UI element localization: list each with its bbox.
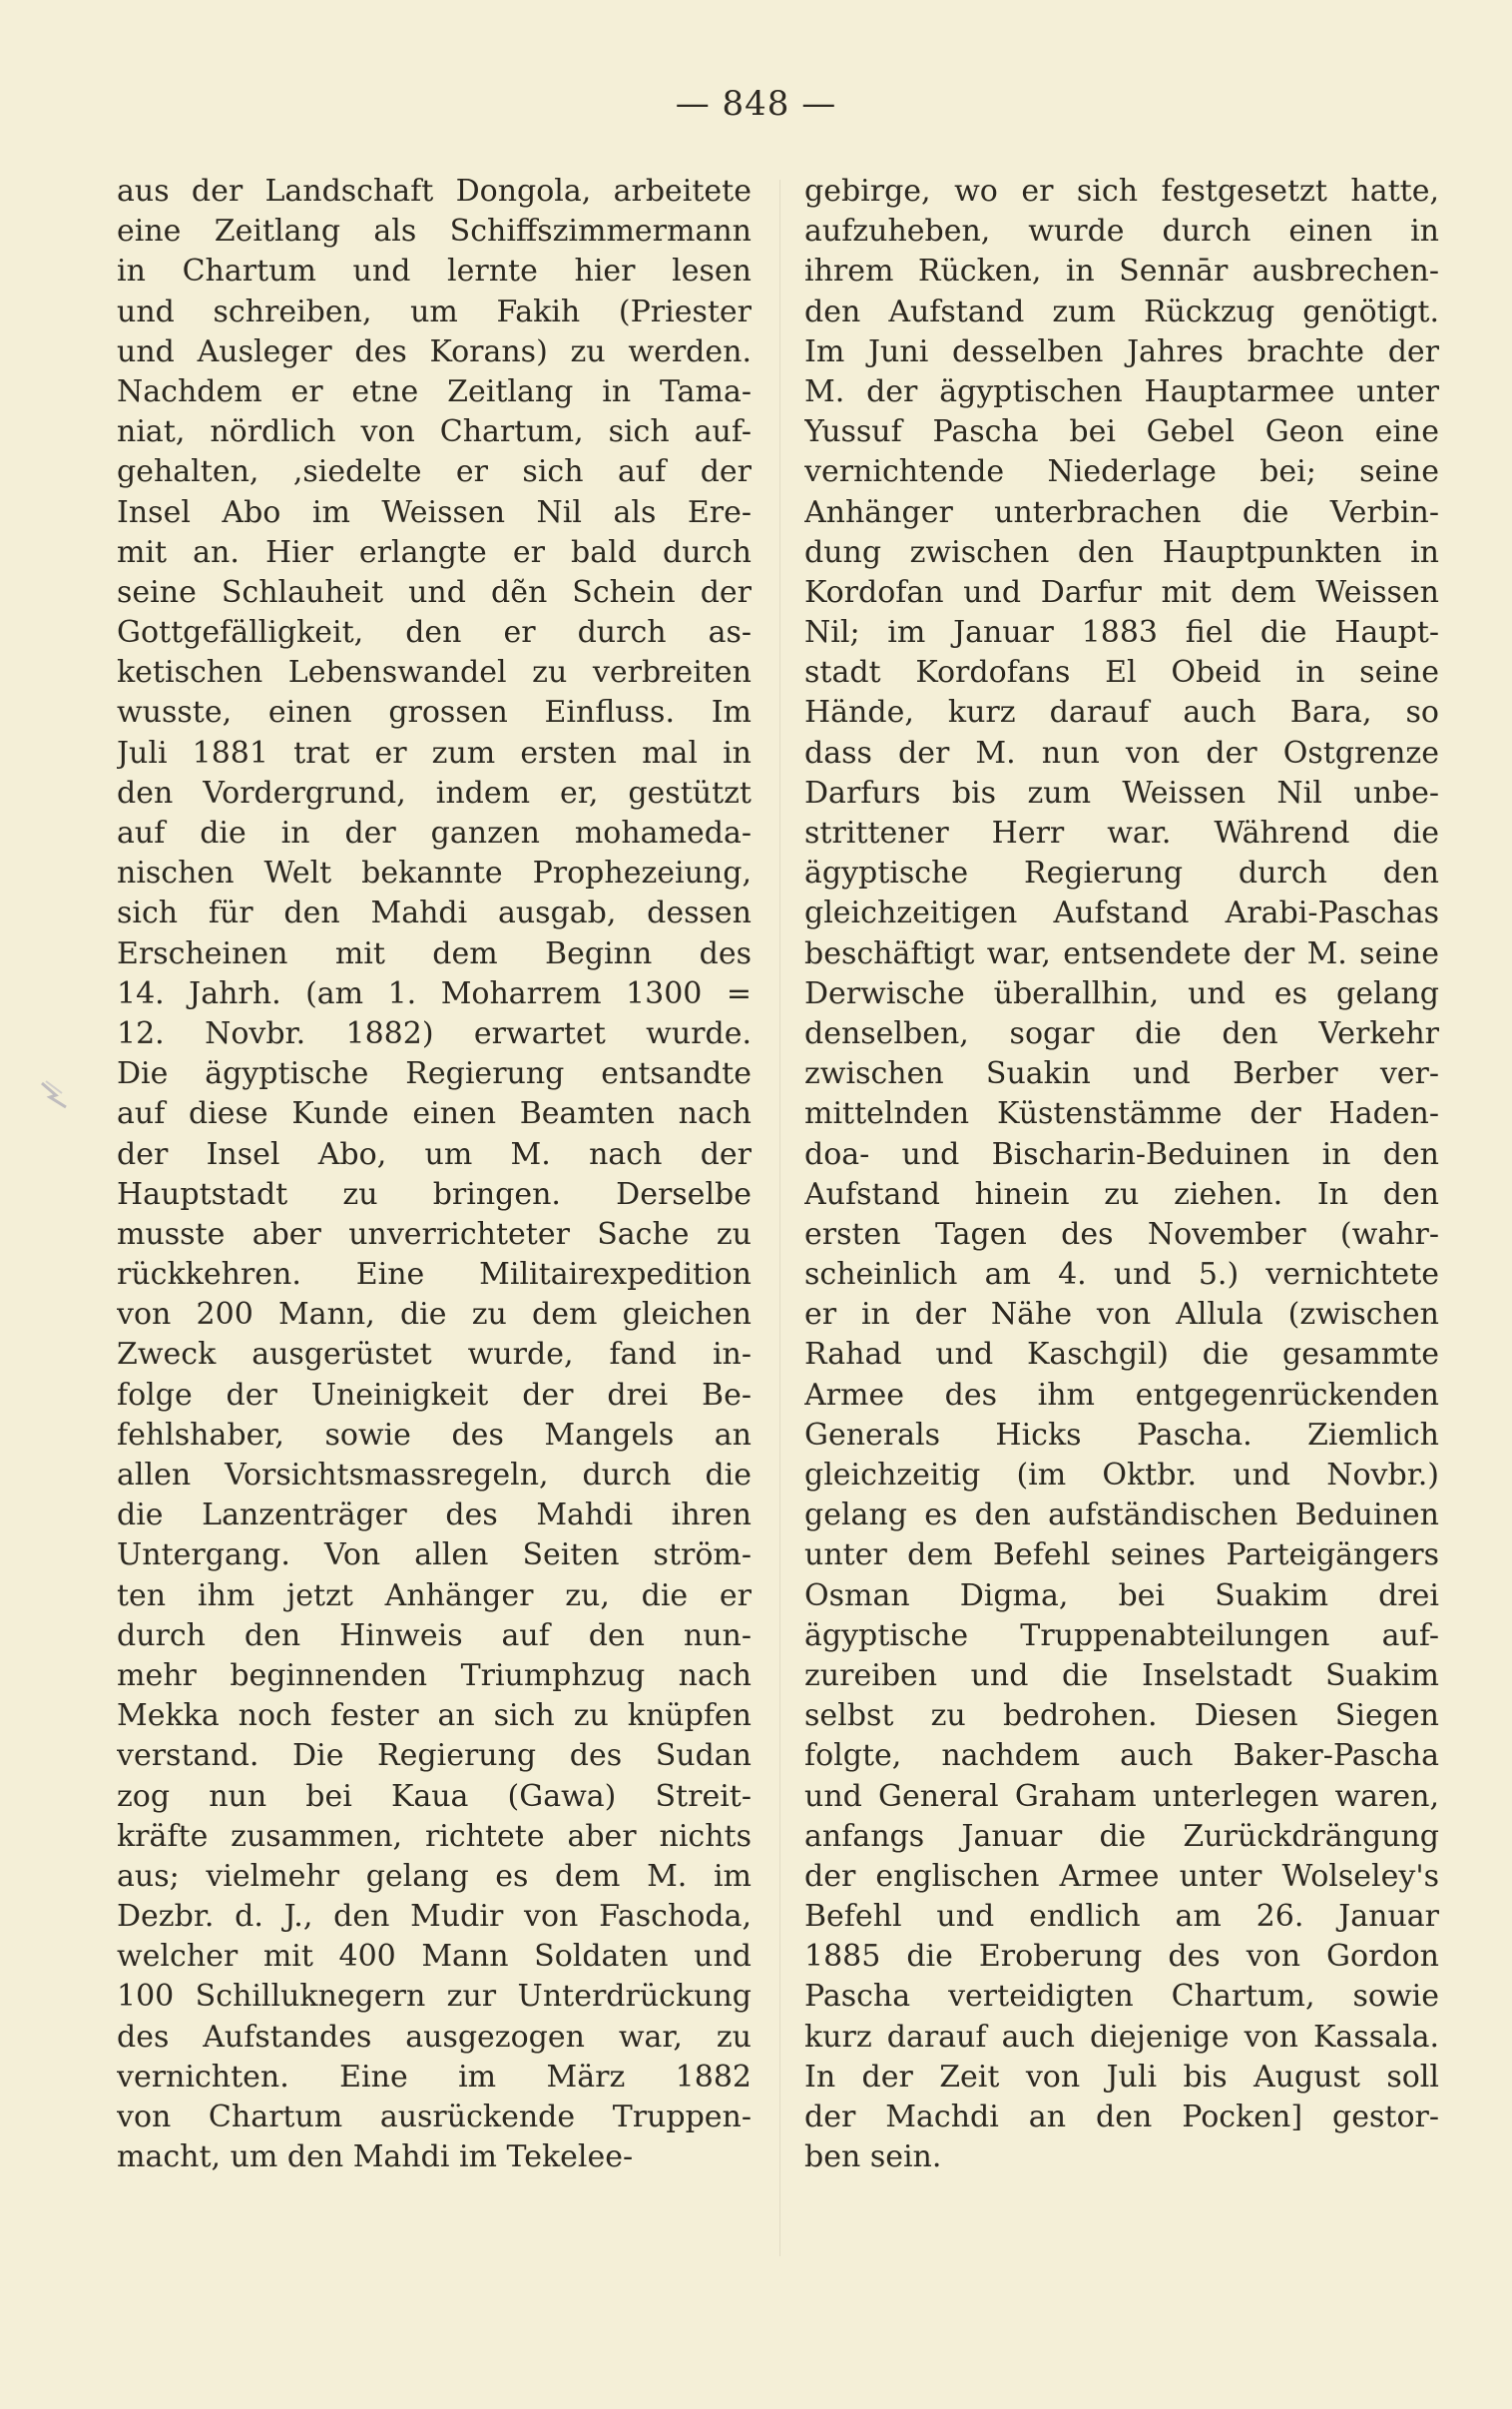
text-line: ägyptische Regierung durch den [804,856,1439,892]
text-line: auf diese Kunde einen Beamten nach [117,1096,752,1132]
text-line: 12. Novbr. 1882) erwartet wurde. [117,1015,752,1051]
text-line: niat, nördlich von Chartum, sich auf- [117,414,752,450]
text-line: den Aufstand zum Rückzug genötigt. [804,294,1439,329]
left-text-column [117,172,752,2177]
text-line: Insel Abo im Weissen Nil als Ere- [117,494,752,530]
text-line: in Chartum und lernte hier lesen [117,254,752,290]
text-line: musste aber unverrichteter Sache zu [117,1216,752,1252]
text-line: seine Schlauheit und dẽn Schein der [117,574,752,610]
text-line: Befehl und endlich am 26. Januar [804,1899,1439,1935]
text-line: 1885 die Eroberung des von Gordon [804,1939,1439,1975]
text-line: und Ausleger des Korans) zu werden. [117,333,752,369]
text-line: unter dem Befehl seines Parteigängers [804,1537,1439,1573]
text-line: Juli 1881 trat er zum ersten mal in [117,735,752,771]
text-line: Untergang. Von allen Seiten ström- [117,1537,752,1573]
text-line: sich für den Mahdi ausgab, dessen [117,896,752,931]
text-line: M. der ägyptischen Hauptarmee unter [804,373,1439,409]
text-line: kurz darauf auch diejenige von Kassala. [804,2019,1439,2055]
text-line: und schreiben, um Fakih (Priester [117,294,752,329]
text-line: ihrem Rücken, in Sennār ausbrechen- [804,254,1439,290]
text-line: gelang es den aufständischen Beduinen [804,1498,1439,1533]
text-line: auf die in der ganzen mohameda- [117,816,752,851]
text-line: welcher mit 400 Mann Soldaten und [117,1939,752,1975]
text-line: mittelnden Küstenstämme der Haden- [804,1096,1439,1132]
text-line: Erscheinen mit dem Beginn des [117,935,752,971]
text-line: dass der M. nun von der Ostgrenze [804,735,1439,771]
text-line: wusste, einen grossen Einfluss. Im [117,695,752,731]
text-line: der englischen Armee unter Wolseley's [804,1858,1439,1894]
text-line: Osman Digma, bei Suakim drei [804,1577,1439,1613]
text-line: gleichzeitigen Aufstand Arabi-Paschas [804,896,1439,931]
text-line: gebirge, wo er sich festgesetzt hatte, [804,174,1439,209]
text-line: gehalten, ,siedelte er sich auf der [117,454,752,490]
text-line: Mekka noch fester an sich zu knüpfen [117,1698,752,1734]
text-line: rückkehren. Eine Militairexpedition [117,1257,752,1293]
text-line: ersten Tagen des November (wahr- [804,1216,1439,1252]
text-line: stadt Kordofans El Obeid in seine [804,655,1439,691]
text-line: 14. Jahrh. (am 1. Moharrem 1300 = [117,975,752,1011]
text-line: aus; vielmehr gelang es dem M. im [117,1858,752,1894]
text-line: strittener Herr war. Während die [804,816,1439,851]
text-line: kräfte zusammen, richtete aber nichts [117,1818,752,1854]
text-line: dung zwischen den Hauptpunkten in [804,534,1439,570]
text-line: doa- und Bischarin-Beduinen in den [804,1136,1439,1172]
text-line: Derwische überallhin, und es gelang [804,975,1439,1011]
text-line: ägyptische Truppenabteilungen auf- [804,1617,1439,1653]
text-line: Hauptstadt zu bringen. Derselbe [117,1176,752,1212]
text-line: Gottgefälligkeit, den er durch as- [117,615,752,651]
text-line: Zweck ausgerüstet wurde, fand in- [117,1337,752,1373]
text-line: macht, um den Mahdi im Tekelee- [117,2139,634,2175]
text-line: der Machdi an den Pocken] gestor- [804,2100,1439,2134]
text-line: Im Juni desselben Jahres brachte der [804,333,1439,369]
text-line: ten ihm jetzt Anhänger zu, die er [117,1577,752,1613]
text-line: folgte, nachdem auch Baker-Pascha [804,1738,1439,1774]
text-line: nischen Welt bekannte Prophezeiung, [117,856,752,892]
text-line: die Lanzenträger des Mahdi ihren [117,1498,752,1533]
text-line: verstand. Die Regierung des Sudan [117,1738,752,1774]
text-line: ben sein. [804,2139,942,2175]
text-line: gleichzeitig (im Oktbr. und Novbr.) [804,1458,1439,1493]
text-line: Generals Hicks Pascha. Ziemlich [804,1417,1439,1453]
text-line: denselben, sogar die den Verkehr [804,1015,1439,1051]
text-line: aufzuheben, wurde durch einen in [804,214,1439,250]
library-stamp-mark [36,1073,80,1117]
text-line: mit an. Hier erlangte er bald durch [117,534,752,570]
text-line: Nachdem er etne Zeitlang in Tama- [117,373,752,409]
text-line: von Chartum ausrückende Truppen- [117,2100,752,2134]
text-line: anfangs Januar die Zurückdrängung [804,1818,1439,1854]
text-line: beschäftigt war, entsendete der M. seine [804,935,1439,971]
text-line: ketischen Lebenswandel zu verbreiten [117,655,752,691]
text-line: zureiben und die Inselstadt Suakim [804,1657,1439,1693]
text-line: fehlshaber, sowie des Mangels an [117,1417,752,1453]
text-line: vernichten. Eine im März 1882 [117,2059,752,2095]
text-line: folge der Uneinigkeit der drei Be- [117,1377,752,1413]
text-line: Aufstand hinein zu ziehen. In den [804,1176,1439,1212]
text-line: von 200 Mann, die zu dem gleichen [117,1297,752,1333]
text-line: Darfurs bis zum Weissen Nil unbe- [804,775,1439,811]
text-line: und General Graham unterlegen waren, [804,1778,1439,1814]
text-line: zog nun bei Kaua (Gawa) Streit- [117,1778,752,1814]
text-line: Pascha verteidigten Chartum, sowie [804,1979,1439,2015]
text-line: Kordofan und Darfur mit dem Weissen [804,574,1439,610]
text-line: Die ägyptische Regierung entsandte [117,1056,752,1092]
text-line: Anhänger unterbrachen die Verbin- [804,494,1439,530]
text-line: scheinlich am 4. und 5.) vernichtete [804,1257,1439,1293]
text-line: eine Zeitlang als Schiffszimmermann [117,214,752,250]
text-line: Dezbr. d. J., den Mudir von Faschoda, [117,1899,752,1935]
text-line: der Insel Abo, um M. nach der [117,1136,752,1172]
text-line: des Aufstandes ausgezogen war, zu [117,2019,752,2055]
text-line: aus der Landschaft Dongola, arbeitete [117,174,752,209]
column-divider [779,180,780,2256]
text-line: Hände, kurz darauf auch Bara, so [804,695,1439,731]
text-line: In der Zeit von Juli bis August soll [804,2059,1439,2095]
text-line: Armee des ihm entgegenrückenden [804,1377,1439,1413]
text-line: selbst zu bedrohen. Diesen Siegen [804,1698,1439,1734]
text-line: allen Vorsichtsmassregeln, durch die [117,1458,752,1493]
text-line: Yussuf Pascha bei Gebel Geon eine [804,414,1439,450]
text-line: 100 Schilluknegern zur Unterdrückung [117,1979,752,2015]
right-text-column [804,172,1439,2177]
text-line: den Vordergrund, indem er, gestützt [117,775,752,811]
text-line: er in der Nähe von Allula (zwischen [804,1297,1439,1333]
text-line: Rahad und Kaschgil) die gesammte [804,1337,1439,1373]
text-line: vernichtende Niederlage bei; seine [804,454,1439,490]
page-number: — 848 — [675,84,837,124]
text-line: zwischen Suakin und Berber ver- [804,1056,1439,1092]
text-line: mehr beginnenden Triumphzug nach [117,1657,752,1693]
text-line: Nil; im Januar 1883 fiel die Haupt- [804,615,1439,651]
text-line: durch den Hinweis auf den nun- [117,1617,752,1653]
